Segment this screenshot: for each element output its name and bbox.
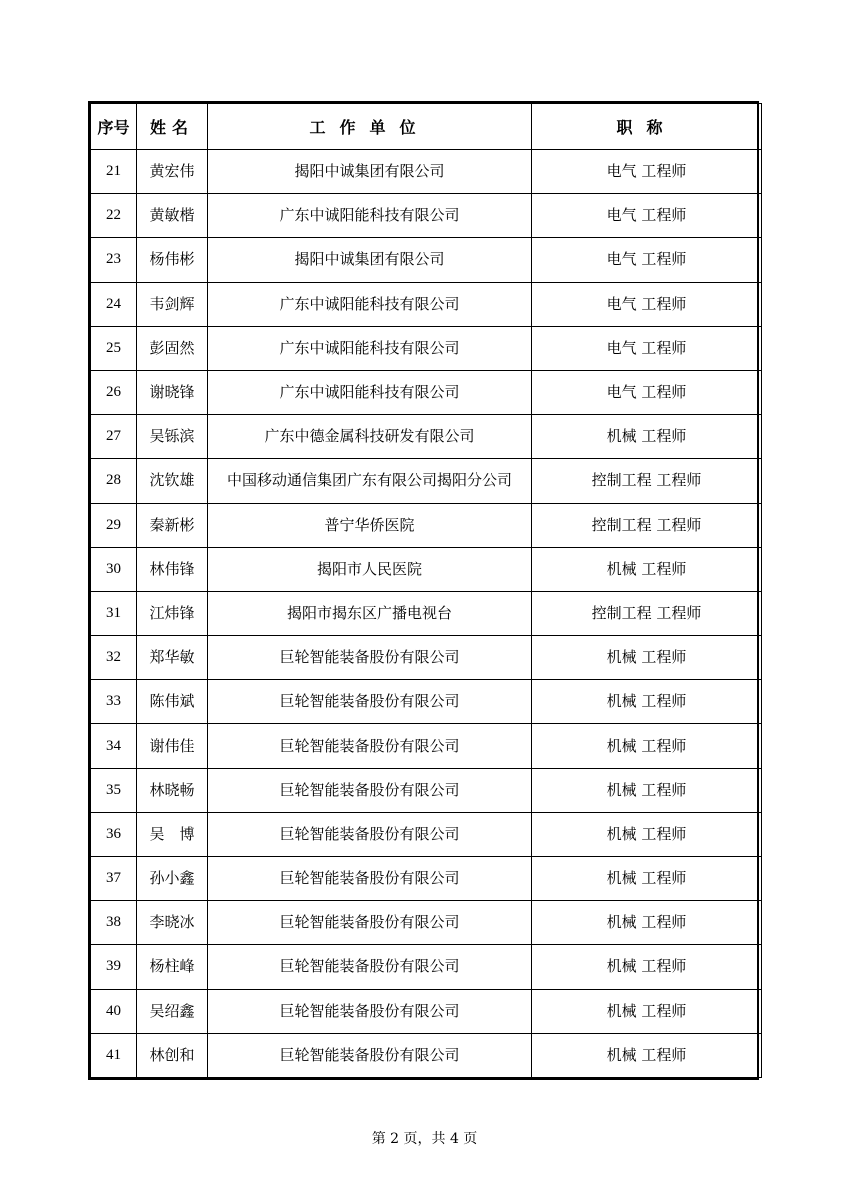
table-row xyxy=(91,238,762,282)
cell-title: 机械 工程师 xyxy=(532,989,762,1033)
cell-no: 28 xyxy=(91,459,137,503)
table-row xyxy=(91,945,762,989)
cell-unit: 广东中诚阳能科技有限公司 xyxy=(208,370,532,414)
cell-no: 30 xyxy=(91,547,137,591)
table-row xyxy=(91,812,762,856)
roster-table-frame xyxy=(88,101,759,1080)
cell-name: 林创和 xyxy=(137,1033,208,1077)
cell-no: 22 xyxy=(91,194,137,238)
table-row xyxy=(91,680,762,724)
cell-no: 24 xyxy=(91,282,137,326)
cell-title: 电气 工程师 xyxy=(532,194,762,238)
cell-unit: 揭阳中诚集团有限公司 xyxy=(208,150,532,194)
cell-no: 32 xyxy=(91,636,137,680)
table-row xyxy=(91,901,762,945)
cell-no: 31 xyxy=(91,591,137,635)
cell-name: 黄宏伟 xyxy=(137,150,208,194)
table-row xyxy=(91,547,762,591)
cell-unit: 巨轮智能装备股份有限公司 xyxy=(208,989,532,1033)
table-row xyxy=(91,459,762,503)
table-row xyxy=(91,989,762,1033)
table-row xyxy=(91,724,762,768)
cell-title: 控制工程 工程师 xyxy=(532,459,762,503)
table-header-row xyxy=(91,104,762,150)
cell-name: 秦新彬 xyxy=(137,503,208,547)
table-row xyxy=(91,768,762,812)
cell-title: 控制工程 工程师 xyxy=(532,591,762,635)
cell-name: 杨柱峰 xyxy=(137,945,208,989)
table-body xyxy=(91,150,762,1078)
cell-title: 电气 工程师 xyxy=(532,282,762,326)
cell-name: 沈钦雄 xyxy=(137,459,208,503)
cell-no: 34 xyxy=(91,724,137,768)
header-unit: 工作单位 xyxy=(208,104,532,150)
cell-name: 吴 博 xyxy=(137,812,208,856)
cell-unit: 普宁华侨医院 xyxy=(208,503,532,547)
cell-no: 37 xyxy=(91,857,137,901)
cell-name: 吴铄滨 xyxy=(137,415,208,459)
cell-unit: 广东中德金属科技研发有限公司 xyxy=(208,415,532,459)
cell-title: 电气 工程师 xyxy=(532,238,762,282)
cell-unit: 巨轮智能装备股份有限公司 xyxy=(208,945,532,989)
cell-unit: 揭阳市揭东区广播电视台 xyxy=(208,591,532,635)
cell-no: 29 xyxy=(91,503,137,547)
cell-title: 机械 工程师 xyxy=(532,724,762,768)
cell-name: 杨伟彬 xyxy=(137,238,208,282)
table-row xyxy=(91,415,762,459)
cell-no: 40 xyxy=(91,989,137,1033)
cell-unit: 广东中诚阳能科技有限公司 xyxy=(208,326,532,370)
cell-title: 机械 工程师 xyxy=(532,901,762,945)
cell-title: 机械 工程师 xyxy=(532,680,762,724)
cell-no: 35 xyxy=(91,768,137,812)
cell-no: 27 xyxy=(91,415,137,459)
cell-name: 李晓冰 xyxy=(137,901,208,945)
cell-name: 林伟锋 xyxy=(137,547,208,591)
table-row xyxy=(91,194,762,238)
cell-name: 韦剑辉 xyxy=(137,282,208,326)
cell-no: 39 xyxy=(91,945,137,989)
cell-name: 林晓畅 xyxy=(137,768,208,812)
cell-no: 33 xyxy=(91,680,137,724)
header-name: 姓名 xyxy=(137,104,208,150)
table-row xyxy=(91,150,762,194)
cell-unit: 巨轮智能装备股份有限公司 xyxy=(208,1033,532,1077)
cell-no: 23 xyxy=(91,238,137,282)
cell-unit: 巨轮智能装备股份有限公司 xyxy=(208,901,532,945)
roster-sheet xyxy=(88,101,759,1080)
table-row xyxy=(91,591,762,635)
roster-table xyxy=(90,103,762,1078)
cell-no: 21 xyxy=(91,150,137,194)
cell-title: 电气 工程师 xyxy=(532,150,762,194)
cell-title: 电气 工程师 xyxy=(532,326,762,370)
cell-title: 机械 工程师 xyxy=(532,768,762,812)
cell-no: 38 xyxy=(91,901,137,945)
cell-title: 机械 工程师 xyxy=(532,415,762,459)
cell-title: 机械 工程师 xyxy=(532,636,762,680)
cell-no: 41 xyxy=(91,1033,137,1077)
cell-no: 36 xyxy=(91,812,137,856)
table-row xyxy=(91,857,762,901)
cell-unit: 巨轮智能装备股份有限公司 xyxy=(208,812,532,856)
cell-name: 江炜锋 xyxy=(137,591,208,635)
cell-name: 谢晓锋 xyxy=(137,370,208,414)
cell-title: 控制工程 工程师 xyxy=(532,503,762,547)
page-footer: 第 2 页，共 4 页 xyxy=(371,1131,478,1147)
header-no: 序号 xyxy=(91,104,137,150)
cell-unit: 巨轮智能装备股份有限公司 xyxy=(208,680,532,724)
cell-title: 机械 工程师 xyxy=(532,1033,762,1077)
table-row xyxy=(91,370,762,414)
cell-title: 机械 工程师 xyxy=(532,857,762,901)
cell-unit: 揭阳中诚集团有限公司 xyxy=(208,238,532,282)
cell-title: 机械 工程师 xyxy=(532,945,762,989)
cell-unit: 巨轮智能装备股份有限公司 xyxy=(208,857,532,901)
table-row xyxy=(91,503,762,547)
cell-name: 彭固然 xyxy=(137,326,208,370)
cell-unit: 广东中诚阳能科技有限公司 xyxy=(208,194,532,238)
cell-title: 机械 工程师 xyxy=(532,547,762,591)
cell-title: 机械 工程师 xyxy=(532,812,762,856)
cell-name: 谢伟佳 xyxy=(137,724,208,768)
cell-name: 陈伟斌 xyxy=(137,680,208,724)
cell-name: 吴绍鑫 xyxy=(137,989,208,1033)
cell-unit: 巨轮智能装备股份有限公司 xyxy=(208,636,532,680)
table-row xyxy=(91,1033,762,1077)
cell-name: 孙小鑫 xyxy=(137,857,208,901)
cell-unit: 广东中诚阳能科技有限公司 xyxy=(208,282,532,326)
cell-no: 26 xyxy=(91,370,137,414)
cell-unit: 巨轮智能装备股份有限公司 xyxy=(208,768,532,812)
table-row xyxy=(91,636,762,680)
table-row xyxy=(91,282,762,326)
cell-name: 郑华敏 xyxy=(137,636,208,680)
header-title: 职称 xyxy=(532,104,762,150)
cell-no: 25 xyxy=(91,326,137,370)
cell-unit: 巨轮智能装备股份有限公司 xyxy=(208,724,532,768)
cell-unit: 揭阳市人民医院 xyxy=(208,547,532,591)
cell-name: 黄敏楷 xyxy=(137,194,208,238)
cell-title: 电气 工程师 xyxy=(532,370,762,414)
table-row xyxy=(91,326,762,370)
cell-unit: 中国移动通信集团广东有限公司揭阳分公司 xyxy=(208,459,532,503)
